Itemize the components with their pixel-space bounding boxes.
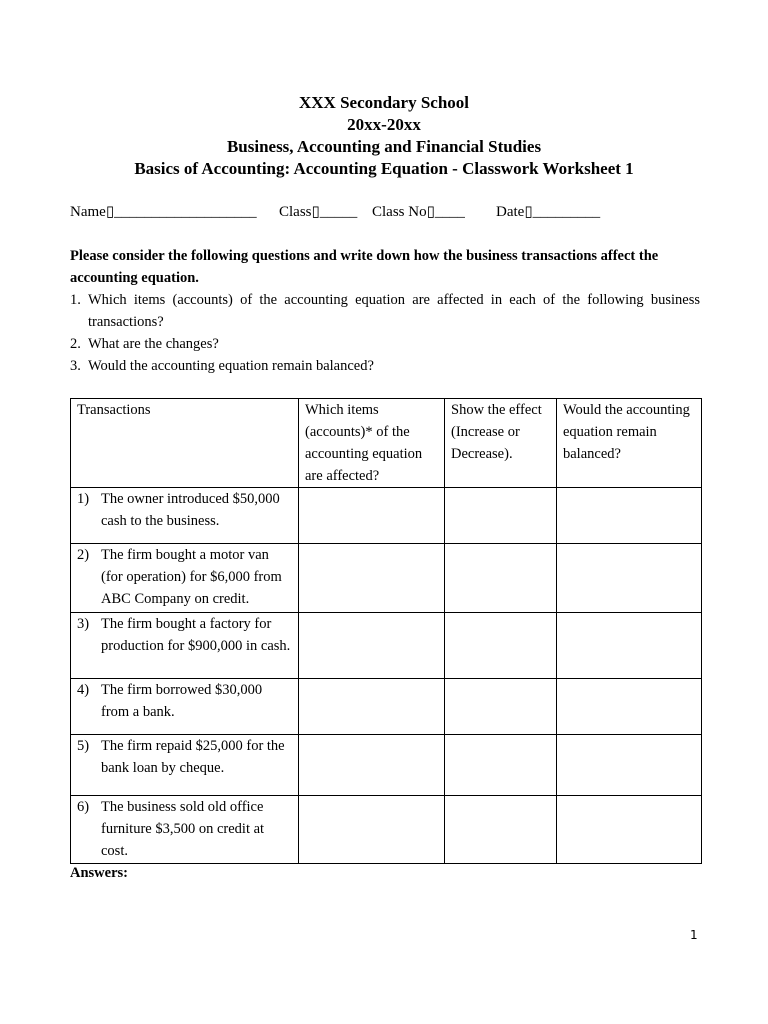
transaction-cell: [71, 613, 299, 679]
answer-cell-balanced[interactable]: [557, 679, 702, 735]
transactions-table: [70, 398, 702, 864]
transaction-cell: [71, 544, 299, 613]
student-info-line: [70, 202, 600, 221]
table-row: [71, 544, 702, 613]
question-text: Would the accounting equation remain balanced?: [88, 358, 374, 374]
answer-cell-balanced[interactable]: [557, 735, 702, 796]
table-row: [71, 796, 702, 864]
row-number: 5): [77, 738, 90, 754]
answer-cell-items[interactable]: [299, 488, 445, 544]
header-effect: Show the effect (Increase or Decrease).: [445, 399, 557, 488]
row-number: 4): [77, 682, 90, 698]
transaction-text: The firm borrowed $30,000 from a bank.: [101, 682, 263, 720]
question-text: What are the changes?: [88, 336, 219, 352]
row-number: 1): [77, 491, 90, 507]
header-balanced: Would the accounting equation remain balanced?: [557, 399, 702, 488]
transaction-cell: [71, 735, 299, 796]
answer-cell-effect[interactable]: [445, 544, 557, 613]
date-field[interactable]: Date▯_________: [496, 204, 601, 220]
row-number: 3): [77, 616, 90, 632]
answer-cell-effect[interactable]: [445, 735, 557, 796]
answer-cell-items[interactable]: [299, 613, 445, 679]
question-text: Which items (accounts) of the accounting equation are affected in each of the following business transactions?: [88, 292, 700, 330]
answer-cell-effect[interactable]: [445, 796, 557, 864]
table-row: [71, 488, 702, 544]
transaction-text: The firm repaid $25,000 for the bank loan by cheque.: [101, 738, 285, 776]
school-year: 20xx-20xx: [347, 115, 421, 134]
header-transactions: Transactions: [71, 399, 299, 488]
question-item: [70, 289, 700, 333]
row-number: 6): [77, 799, 90, 815]
answer-cell-effect[interactable]: [445, 613, 557, 679]
transaction-text: The firm bought a factory for production for $900,000 in cash.: [101, 616, 291, 654]
instructions: Please consider the following questions and write down how the business transactions affect the accounting equation.: [70, 248, 659, 286]
transaction-cell: [71, 679, 299, 735]
transaction-cell: [71, 488, 299, 544]
name-field[interactable]: Name▯___________________: [70, 204, 257, 220]
worksheet-title: Basics of Accounting: Accounting Equation - Classwork Worksheet 1: [134, 159, 634, 178]
question-number: 2.: [70, 336, 81, 352]
class-no-field[interactable]: Class No▯____: [372, 204, 465, 220]
answer-cell-balanced[interactable]: [557, 796, 702, 864]
page-number: 1: [690, 928, 698, 942]
answer-cell-items[interactable]: [299, 544, 445, 613]
answer-cell-effect[interactable]: [445, 679, 557, 735]
school-name: XXX Secondary School: [298, 93, 469, 112]
answer-cell-balanced[interactable]: [557, 544, 702, 613]
answer-cell-items[interactable]: [299, 796, 445, 864]
transaction-text: The firm bought a motor van (for operation) for $6,000 from ABC Company on credit.: [101, 547, 282, 607]
table-row: [71, 735, 702, 796]
class-field[interactable]: Class▯_____: [279, 204, 358, 220]
question-number: 3.: [70, 358, 81, 374]
transaction-cell: [71, 796, 299, 864]
worksheet-header: [0, 92, 768, 180]
question-item: [70, 333, 700, 355]
answer-cell-effect[interactable]: [445, 488, 557, 544]
table-row: [71, 613, 702, 679]
answers-label: Answers:: [70, 865, 128, 881]
answer-cell-balanced[interactable]: [557, 488, 702, 544]
subject-name: Business, Accounting and Financial Studies: [226, 137, 542, 156]
answer-cell-items[interactable]: [299, 679, 445, 735]
table-header-row: [71, 399, 702, 488]
question-item: [70, 355, 700, 377]
header-items-affected: Which items (accounts)* of the accounting equation are affected?: [299, 399, 445, 488]
question-number: 1.: [70, 292, 81, 308]
transaction-text: The business sold old office furniture $3,500 on credit at cost.: [101, 799, 265, 859]
table-row: [71, 679, 702, 735]
answer-cell-balanced[interactable]: [557, 613, 702, 679]
transaction-text: The owner introduced $50,000 cash to the business.: [101, 491, 280, 529]
question-list: [70, 289, 700, 377]
row-number: 2): [77, 547, 90, 563]
answer-cell-items[interactable]: [299, 735, 445, 796]
